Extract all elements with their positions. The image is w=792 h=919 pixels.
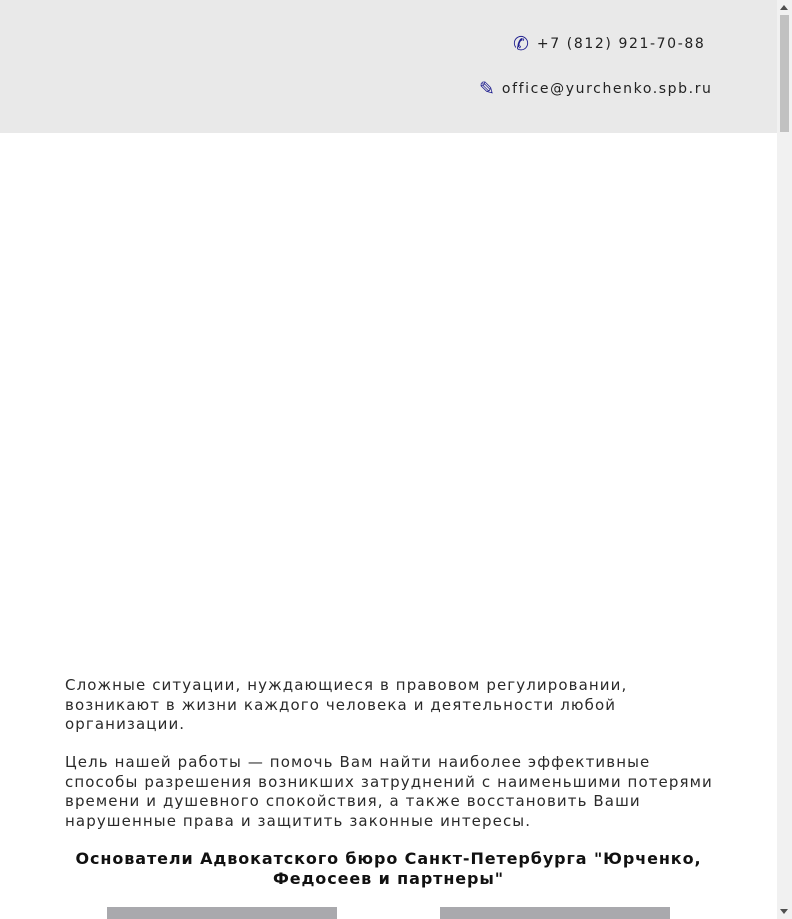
header-phone[interactable] xyxy=(513,34,705,54)
founder-photo-2 xyxy=(440,907,670,919)
vertical-scrollbar[interactable] xyxy=(777,0,792,919)
intro-paragraph-1: Сложные ситуации, нуждающиеся в правовом регулировании, возникают в жизни каждого человека и деятельности любой организации. xyxy=(65,676,628,733)
hero-banner xyxy=(0,133,777,663)
phone-link[interactable]: +7 (812) 921-70-88 xyxy=(536,36,706,52)
intro-paragraph-2: Цель нашей работы — помочь Вам найти наиболее эффективные способы разрешения возникших затруднений с наименьшими потерями времени и душевного спокойствия, а также восстановить Ваши нарушенные права и защитить законные интересы. xyxy=(65,753,713,830)
pencil-icon: ✎ xyxy=(479,78,495,100)
founder-photo-1 xyxy=(107,907,337,919)
phone-icon: ✆ xyxy=(513,33,529,55)
scroll-down-arrow-icon[interactable] xyxy=(777,904,792,919)
scroll-up-arrow-icon[interactable] xyxy=(777,0,792,15)
scrollbar-thumb[interactable] xyxy=(780,15,789,132)
site-header xyxy=(0,0,777,133)
founders-title: Основатели Адвокатского бюро Санкт-Петербурга "Юрченко, Федосеев и партнеры" xyxy=(75,849,702,888)
email-link[interactable]: office@yurchenko.spb.ru xyxy=(501,81,713,97)
header-email[interactable] xyxy=(479,79,713,99)
